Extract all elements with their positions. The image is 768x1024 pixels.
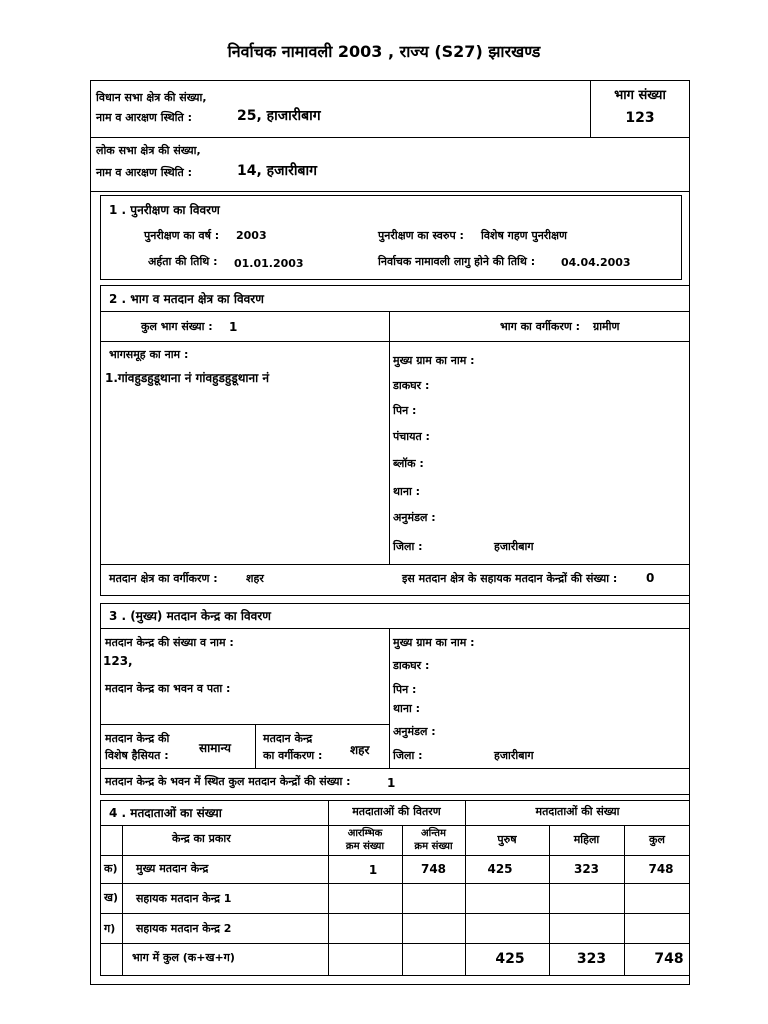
female-cell: 323 (573, 862, 600, 876)
assembly-label-1: विधान सभा क्षेत्र की संख्या, (96, 91, 207, 104)
page-title: निर्वाचक नामावली 2003 , राज्य (S27) झारखण्ड (227, 42, 541, 61)
lok-sabha-label-1: लोक सभा क्षेत्र की संख्या, (96, 144, 201, 157)
row-label: सहायक मतदान केन्द्र 1 (136, 892, 232, 905)
thana-label: थाना : (393, 485, 421, 498)
section-4-table (100, 800, 690, 976)
centre-class-value: शहर (350, 743, 370, 757)
revision-type-label: पुनरीक्षण का स्वरुप : (378, 229, 464, 242)
section-1-heading: 1 . पुनरीक्षण का विवरण (109, 203, 220, 217)
revision-type-value: विशेष गहण पुनरीक्षण (481, 229, 567, 242)
divider (100, 943, 690, 944)
row-label: मुख्य मतदान केन्द्र (136, 862, 209, 875)
effective-date-label: निर्वाचक नामावली लागु होने की तिथि : (378, 255, 536, 268)
group-name-label: भागसमूह का नाम : (109, 348, 189, 361)
centre-type-header: केन्द्र का प्रकार (172, 832, 231, 845)
building-address-label: मतदान केन्द्र का भवन व पता : (105, 682, 231, 695)
female-total-cell: 323 (576, 951, 607, 967)
divider (90, 191, 690, 192)
aux-centres-label: इस मतदान क्षेत्र के सहायक मतदान केन्द्रों की संख्या : (402, 572, 618, 585)
divider (100, 724, 389, 725)
divider (100, 913, 690, 914)
main-village-label: मुख्य ग्राम का नाम : (393, 354, 475, 367)
special-status-label-1: मतदान केन्द्र की (105, 732, 170, 745)
divider (100, 768, 690, 769)
section-4-heading: 4 . मतदाताओं का संख्या (109, 806, 222, 820)
eligibility-date-label: अर्हता की तिथि : (148, 255, 218, 268)
divider (389, 628, 390, 768)
divider (100, 341, 690, 342)
revision-year-label: पुनरीक्षण का वर्ष : (144, 229, 220, 242)
divider (100, 311, 690, 312)
district-value-2: हजारीबाग (494, 749, 534, 762)
start-serial-header-1: आरम्भिक (347, 828, 383, 839)
assembly-value: 25, हाजारीबाग (237, 108, 321, 124)
special-status-label-2: विशेष हैसियत : (105, 749, 169, 762)
part-number-label: भाग संख्या (614, 88, 666, 103)
main-village-label-2: मुख्य ग्राम का नाम : (393, 636, 475, 649)
divider (100, 628, 690, 629)
centre-class-label-1: मतदान केन्द्र (263, 732, 313, 745)
divider (328, 800, 329, 976)
end-serial-header-2: क्रम संख्या (414, 841, 453, 852)
divider (465, 800, 466, 976)
part-classification-value: ग्रामीण (593, 320, 620, 333)
total-cell: 748 (648, 862, 674, 876)
row-marker: ख) (104, 891, 119, 904)
end-serial-cell: 748 (420, 862, 447, 876)
row-label: सहायक मतदान केन्द्र 2 (136, 922, 232, 935)
section-3-heading: 3 . (मुख्य) मतदान केन्द्र का विवरण (109, 609, 271, 623)
aux-centres-value: 0 (646, 571, 655, 585)
centre-number-label: मतदान केन्द्र की संख्या व नाम : (105, 636, 234, 649)
lok-sabha-label-2: नाम व आरक्षण स्थिति : (96, 166, 193, 179)
start-serial-cell: 1 (368, 863, 378, 877)
end-serial-header-1: अन्तिम (421, 828, 446, 839)
total-centres-value: 1 (387, 776, 396, 790)
effective-date-value: 04.04.2003 (561, 256, 631, 269)
centre-number-value: 123, (103, 654, 133, 668)
pin-label: पिन : (393, 404, 417, 417)
panchayat-label: पंचायत : (393, 430, 430, 443)
male-cell: 425 (487, 862, 513, 876)
part-classification-label: भाग का वर्गीकरण : (500, 320, 581, 333)
divider (389, 311, 390, 564)
assembly-label-2: नाम व आरक्षण स्थिति : (96, 111, 193, 124)
total-header: कुल (649, 833, 665, 846)
divider (100, 855, 690, 856)
lok-sabha-value: 14, हजारीबाग (237, 163, 317, 179)
post-office-label-2: डाकघर : (393, 659, 430, 672)
divider (255, 724, 256, 768)
row-marker: क) (104, 862, 118, 875)
part-number-value: 123 (625, 110, 655, 126)
row-marker: ग) (104, 922, 116, 935)
post-office-label: डाकघर : (393, 379, 430, 392)
district-label-2: जिला : (393, 749, 423, 762)
subdivision-label-2: अनुमंडल : (393, 725, 436, 738)
subdivision-label: अनुमंडल : (393, 511, 436, 524)
revision-year-value: 2003 (236, 229, 267, 242)
district-label: जिला : (393, 540, 423, 553)
special-status-value: सामान्य (199, 741, 232, 755)
total-parts-label: कुल भाग संख्या : (141, 320, 213, 333)
pin-label-2: पिन : (393, 683, 417, 696)
eligibility-date-value: 01.01.2003 (234, 257, 304, 270)
row-label: भाग में कुल (क+ख+ग) (132, 951, 235, 964)
divider (100, 825, 690, 826)
district-value: हजारीबाग (494, 540, 534, 553)
centre-class-label-2: का वर्गीकरण : (263, 749, 323, 762)
male-total-cell: 425 (495, 951, 525, 967)
section-3-box (100, 603, 690, 795)
divider (90, 137, 690, 138)
area-classification-value: शहर (246, 572, 264, 585)
section-2-heading: 2 . भाग व मतदान क्षेत्र का विवरण (109, 292, 264, 306)
block-label: ब्लॉक : (393, 457, 424, 470)
male-header: पुरुष (497, 833, 517, 846)
grand-total-cell: 748 (654, 951, 684, 967)
female-header: महिला (573, 833, 600, 846)
total-parts-value: 1 (229, 320, 238, 334)
divider (122, 825, 123, 976)
area-classification-label: मतदान क्षेत्र का वर्गीकरण : (109, 572, 218, 585)
divider (100, 883, 690, 884)
divider (100, 564, 690, 565)
distribution-header: मतदाताओं की वितरण (352, 805, 441, 818)
total-centres-label: मतदान केन्द्र के भवन में स्थित कुल मतदान केन्द्रों की संख्या : (105, 775, 351, 788)
count-header: मतदाताओं की संख्या (535, 805, 620, 818)
thana-label-2: थाना : (393, 702, 421, 715)
group-name-value: 1.गांवहुडहुडूथाना नं गांवहुडहुडूथाना नं (105, 371, 270, 385)
start-serial-header-2: क्रम संख्या (345, 841, 385, 852)
